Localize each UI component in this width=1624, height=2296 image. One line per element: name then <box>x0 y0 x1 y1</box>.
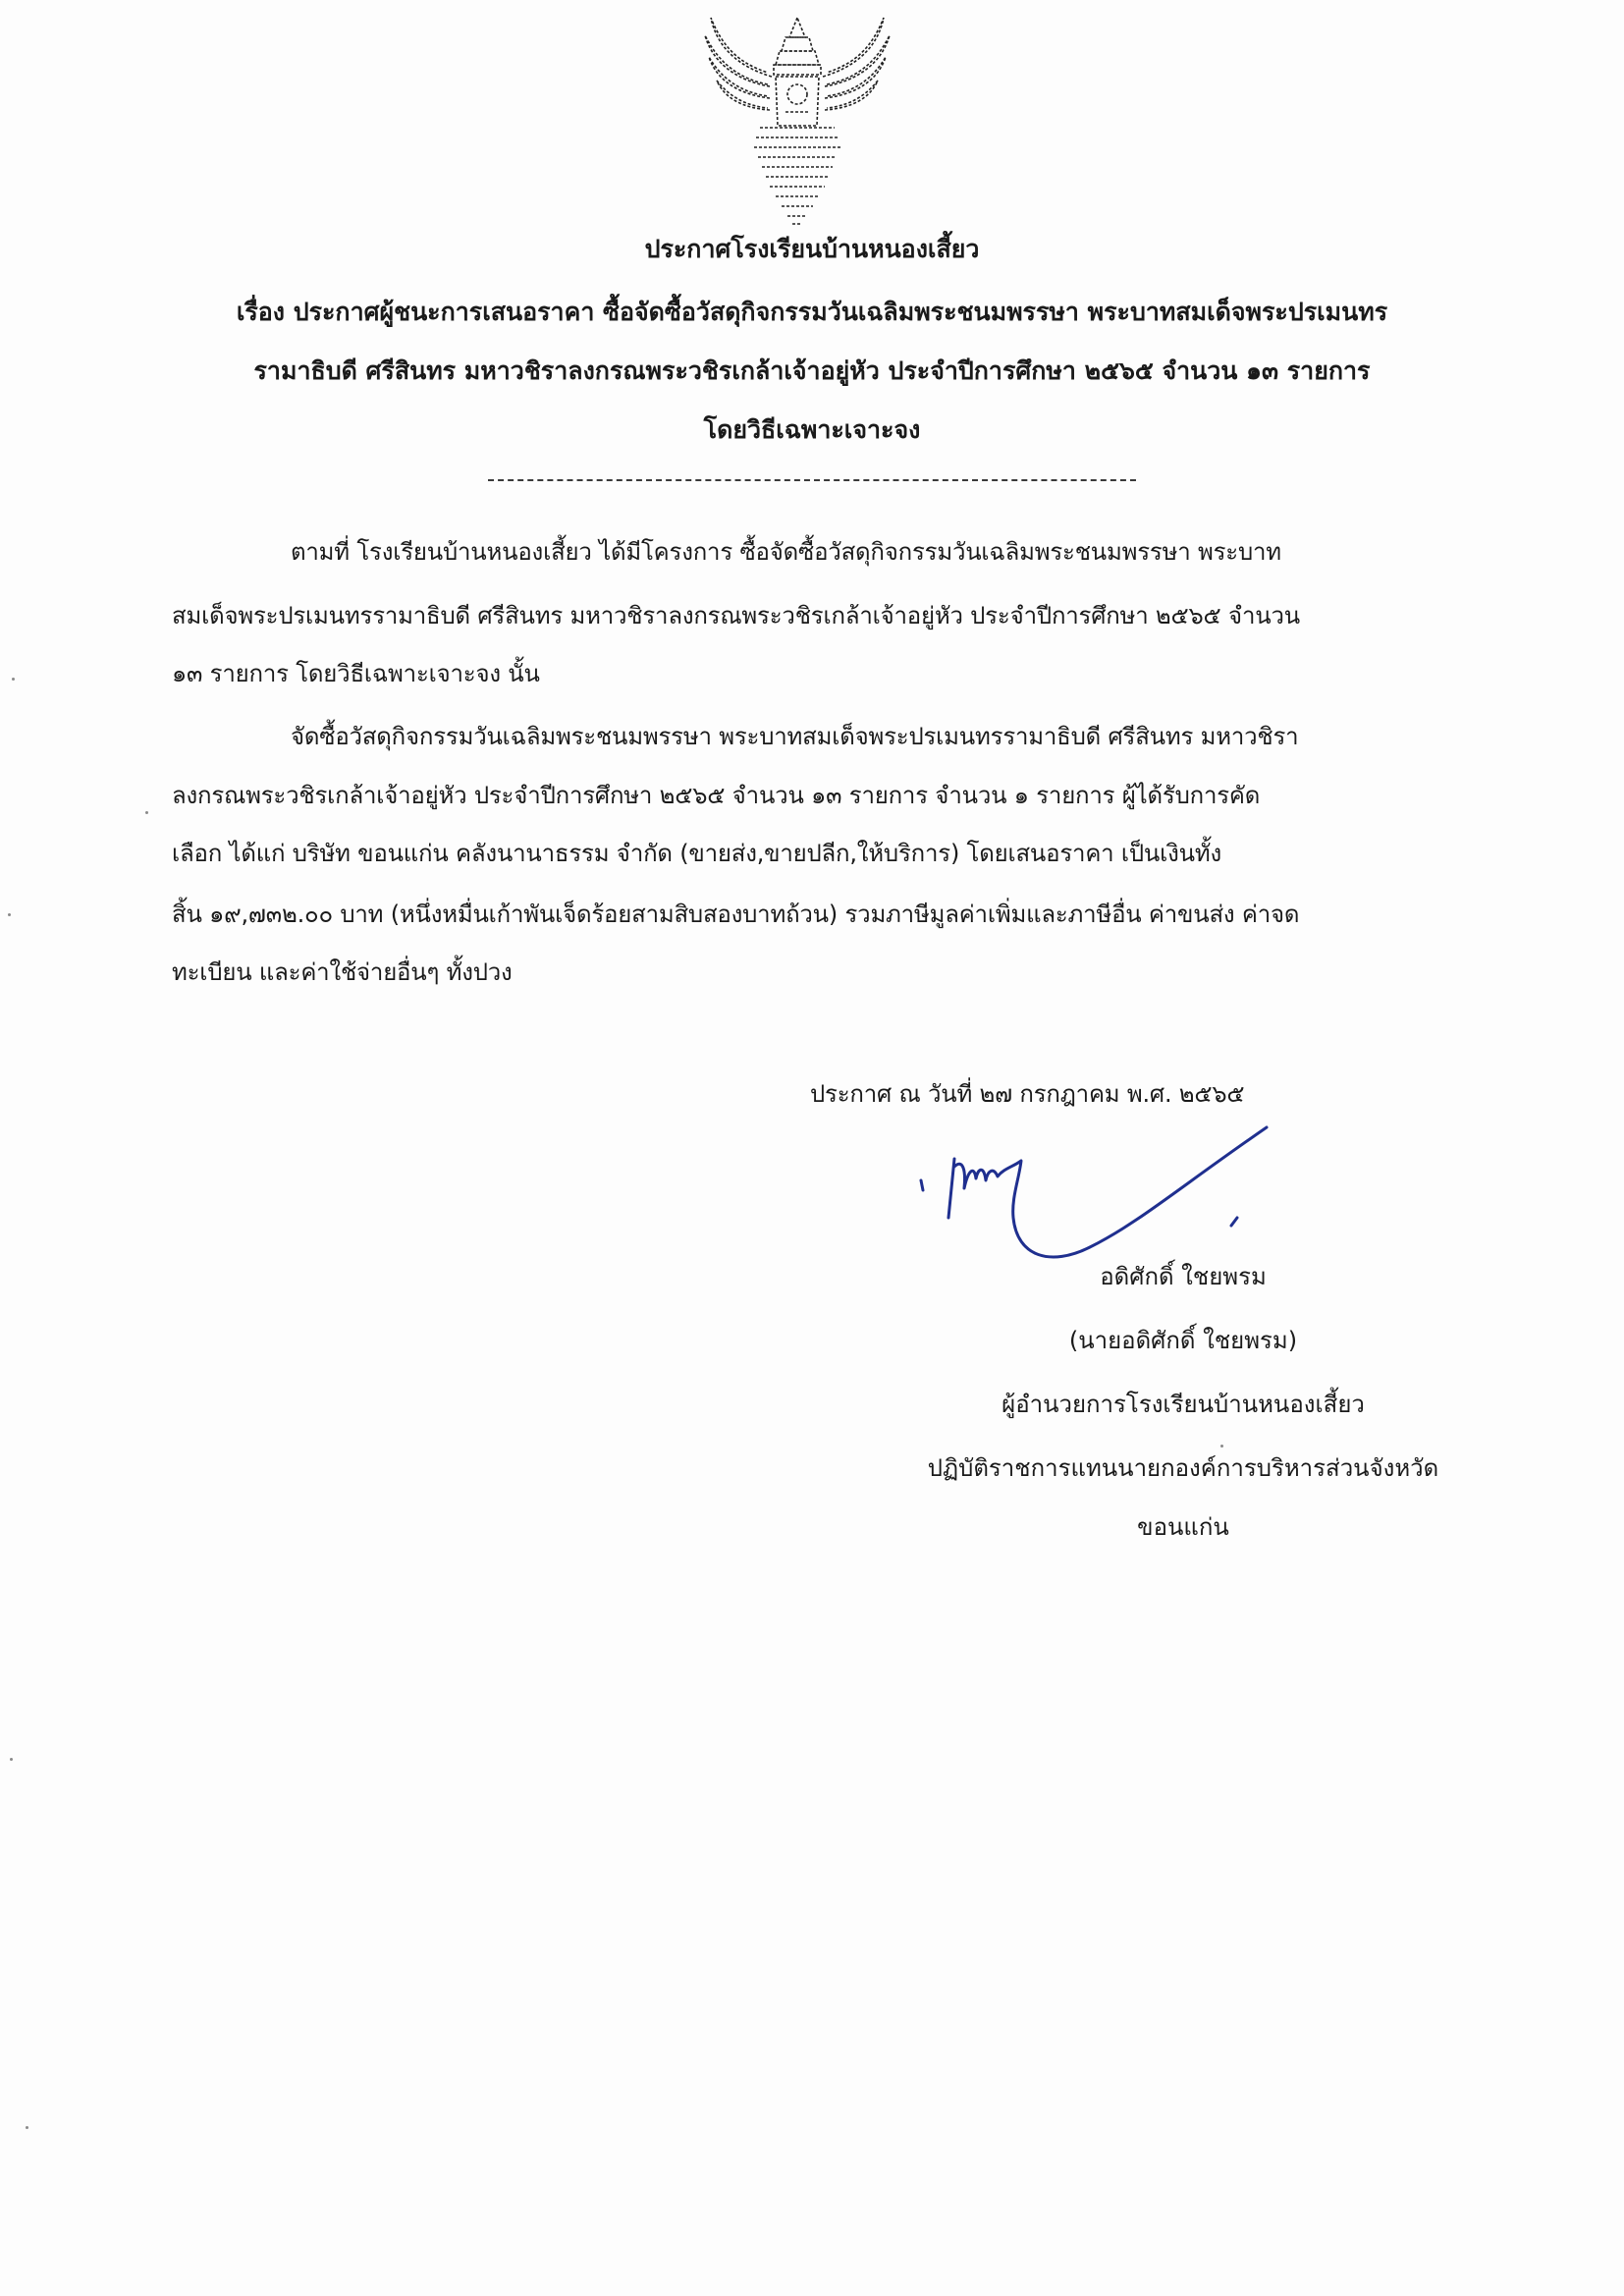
scan-speck <box>8 913 11 916</box>
para2-line: เลือก ได้แก่ บริษัท ขอนแก่น คลังนานาธรรม จำกัด (ขายส่ง,ขายปลีก,ให้บริการ) โดยเสนอราคา เป็นเงินทั้ง <box>172 840 1221 867</box>
signer-full-name: (นายอดิศักดิ์ ใชยพรม) <box>1068 1327 1298 1354</box>
signer-name: อดิศักดิ์ ใชยพรม <box>1100 1263 1267 1290</box>
signer-position: ผู้อำนวยการโรงเรียนบ้านหนองเสี้ยว <box>1001 1391 1365 1418</box>
signer-acting-position: ปฏิบัติราชการแทนนายกองค์การบริหารส่วนจังหวัด <box>927 1454 1439 1482</box>
subject-line-1: เรื่อง ประกาศผู้ชนะการเสนอราคา ซื้อจัดซื้อวัสดุกิจกรรมวันเฉลิมพระชนมพรรษา พระบาทสมเด็จพระปรเมนทร <box>236 298 1388 326</box>
scan-speck <box>10 1758 13 1761</box>
scan-speck <box>26 2126 28 2129</box>
para2-line: ทะเบียน และค่าใช้จ่ายอื่นๆ ทั้งปวง <box>172 958 513 986</box>
signer-province: ขอนแก่น <box>1137 1513 1229 1541</box>
scan-speck <box>12 678 15 681</box>
garuda-emblem-icon <box>699 8 895 234</box>
para2-line: จัดซื้อวัสดุกิจกรรมวันเฉลิมพระชนมพรรษา พระบาทสมเด็จพระปรเมนทรรามาธิบดี ศรีสินทร มหาวชิรา <box>291 723 1299 750</box>
para1-line: ๑๓ รายการ โดยวิธีเฉพาะเจาะจง นั้น <box>172 660 540 687</box>
para2-line: ลงกรณพระวชิรเกล้าเจ้าอยู่หัว ประจำปีการศึกษา ๒๕๖๕ จำนวน ๑๓ รายการ จำนวน ๑ รายการ ผู้ได้รับการคัด <box>172 782 1261 809</box>
announcement-title: ประกาศโรงเรียนบ้านหนองเสี้ยว <box>644 235 980 263</box>
divider <box>488 479 1136 481</box>
scan-speck <box>1220 1445 1223 1448</box>
para1-line: ตามที่ โรงเรียนบ้านหนองเสี้ยว ได้มีโครงการ ซื้อจัดซื้อวัสดุกิจกรรมวันเฉลิมพระชนมพรรษา พระบาท <box>291 538 1281 566</box>
handwritten-signature <box>903 1110 1276 1267</box>
para1-line: สมเด็จพระปรเมนทรรามาธิบดี ศรีสินทร มหาวชิราลงกรณพระวชิรเกล้าเจ้าอยู่หัว ประจำปีการศึกษา ๒๕๖๕ จำนวน <box>172 602 1300 629</box>
para2-line: สิ้น ๑๙,๗๓๒.๐๐ บาท (หนึ่งหมื่นเก้าพันเจ็ดร้อยสามสิบสองบาทถ้วน) รวมภาษีมูลค่าเพิ่มและภาษีอื่น ค่าขนส่ง ค่าจด <box>172 901 1300 928</box>
subject-line-3: โดยวิธีเฉพาะเจาะจง <box>703 415 921 444</box>
subject-line-2: รามาธิบดี ศรีสินทร มหาวชิราลงกรณพระวชิรเกล้าเจ้าอยู่หัว ประจำปีการศึกษา ๒๕๖๕ จำนวน ๑๓ รายการ <box>253 356 1371 385</box>
scan-speck <box>145 811 148 814</box>
announcement-date: ประกาศ ณ วันที่ ๒๗ กรกฎาคม พ.ศ. ๒๕๖๕ <box>810 1080 1245 1108</box>
